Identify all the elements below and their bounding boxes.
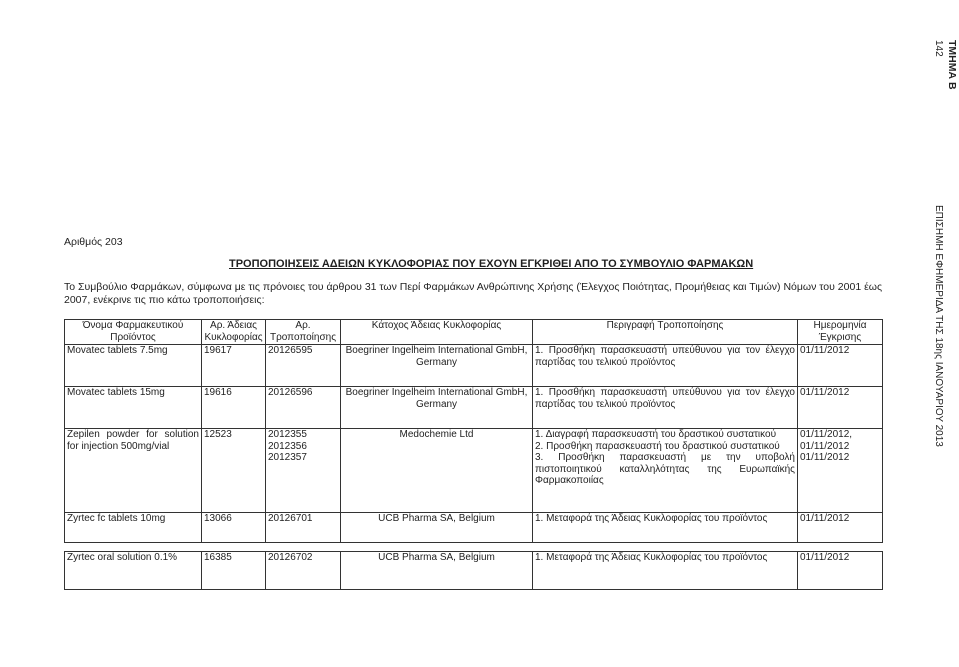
license-holder: Boegriner Ingelheim International GmbH, Germany [341,345,533,387]
variation-description: 1. Μεταφορά της Άδειας Κυκλοφορίας του προϊόντος [533,552,798,590]
product-name: Movatec tablets 15mg [65,387,202,429]
variation-number: 20126701 [266,513,341,543]
license-number: 19617 [202,345,266,387]
approval-date: 01/11/2012 [800,440,850,452]
variation-number: 20126595 [266,345,341,387]
variation-description: 1. Προσθήκη παρασκευαστή υπεύθυνου για τον έλεγχο παρτίδας του τελικού προϊόντος [533,345,798,387]
table-header-row [65,320,883,345]
table-row [65,513,883,543]
license-holder: Medochemie Ltd [341,429,533,513]
variation-number: 2012357 [268,452,307,463]
license-number: 13066 [202,513,266,543]
approval-date: 01/11/2012 [798,387,883,429]
gazette-title: ΕΠΙΣΗΜΗ ΕΦΗΜΕΡΙΔΑ ΤΗΣ 18ης ΙΑΝΟΥΑΡΙΟΥ 2013 [933,205,944,447]
variation-descriptions [533,429,798,513]
license-number: 16385 [202,552,266,590]
variation-description: 3. Προσθήκη παρασκευαστή με την υποβολή πιστοποιητικού καταλληλότητας της Ευρωπαϊκής Φαρμακοποιίας [535,452,795,486]
variation-number: 2012355 [268,429,307,440]
license-number: 12523 [202,429,266,513]
license-holder: UCB Pharma SA, Belgium [341,552,533,590]
document-number: Αριθμός 203 [64,236,123,248]
header-description: Περιγραφή Τροποποίησης [533,320,798,345]
variation-description: 2. Προσθήκη παρασκευαστή του δραστικού συστατικού [535,440,780,452]
product-name: Movatec tablets 7.5mg [65,345,202,387]
table-row [65,429,883,513]
variation-number: 20126702 [266,552,341,590]
amendments-table [64,319,883,590]
variation-number: 2012356 [268,440,307,452]
row-spacer [65,543,883,552]
table-row [65,552,883,590]
header-variation: Αρ. Τροποποίησης [266,320,341,345]
header-holder: Κάτοχος Άδειας Κυκλοφορίας [341,320,533,345]
variation-number: 20126596 [266,387,341,429]
header-product: Όνομα Φαρμακευτικού Προϊόντος [65,320,202,345]
approval-date: 01/11/2012 [798,552,883,590]
table-row [65,345,883,387]
product-name: Zyrtec fc tablets 10mg [65,513,202,543]
document-title: ΤΡΟΠΟΠΟΙΗΣΕΙΣ ΑΔΕΙΩΝ ΚΥΚΛΟΦΟΡΙΑΣ ΠΟΥ ΕΧΟΥΝ ΕΓΚΡΙΘΕΙ ΑΠΟ ΤΟ ΣΥΜΒΟΥΛΙΟ ΦΑΡΜΑΚΩΝ [229,258,754,270]
license-number: 19616 [202,387,266,429]
approval-date: 01/11/2012 [798,513,883,543]
product-name: Zyrtec oral solution 0.1% [65,552,202,590]
license-holder: UCB Pharma SA, Belgium [341,513,533,543]
header-date: Ημερομηνία Έγκρισης [798,320,883,345]
variation-description: 1. Μεταφορά της Άδειας Κυκλοφορίας του προϊόντος [533,513,798,543]
section-label: ΤΜΗΜΑ Β [946,40,958,90]
license-holder: Boegriner Ingelheim International GmbH, Germany [341,387,533,429]
page-number: 142 [933,40,944,57]
approval-date: 01/11/2012 [800,452,850,463]
variation-description: 1. Διαγραφή παρασκευαστή του δραστικού συστατικού [535,429,777,440]
approval-dates [798,429,883,513]
intro-paragraph: Το Συμβούλιο Φαρμάκων, σύμφωνα με τις πρόνοιες του άρθρου 31 των Περί Φαρμάκων Ανθρώπινης Χρήσης (Έλεγχος Ποιότητας, Προμήθειας και Τιμών) Νόμων του 2001 έως 2007, ενέκρινε τις πιο κάτω τροποποιήσεις: [64,281,883,306]
variation-numbers [266,429,341,513]
approval-date: 01/11/2012, [800,429,853,440]
header-license: Αρ. Άδειας Κυκλοφορίας [202,320,266,345]
variation-description: 1. Προσθήκη παρασκευαστή υπεύθυνου για τον έλεγχο παρτίδας του τελικού προϊόντος [533,387,798,429]
approval-date: 01/11/2012 [798,345,883,387]
table-row [65,387,883,429]
product-name: Zepilen powder for solution for injection 500mg/vial [65,429,202,513]
